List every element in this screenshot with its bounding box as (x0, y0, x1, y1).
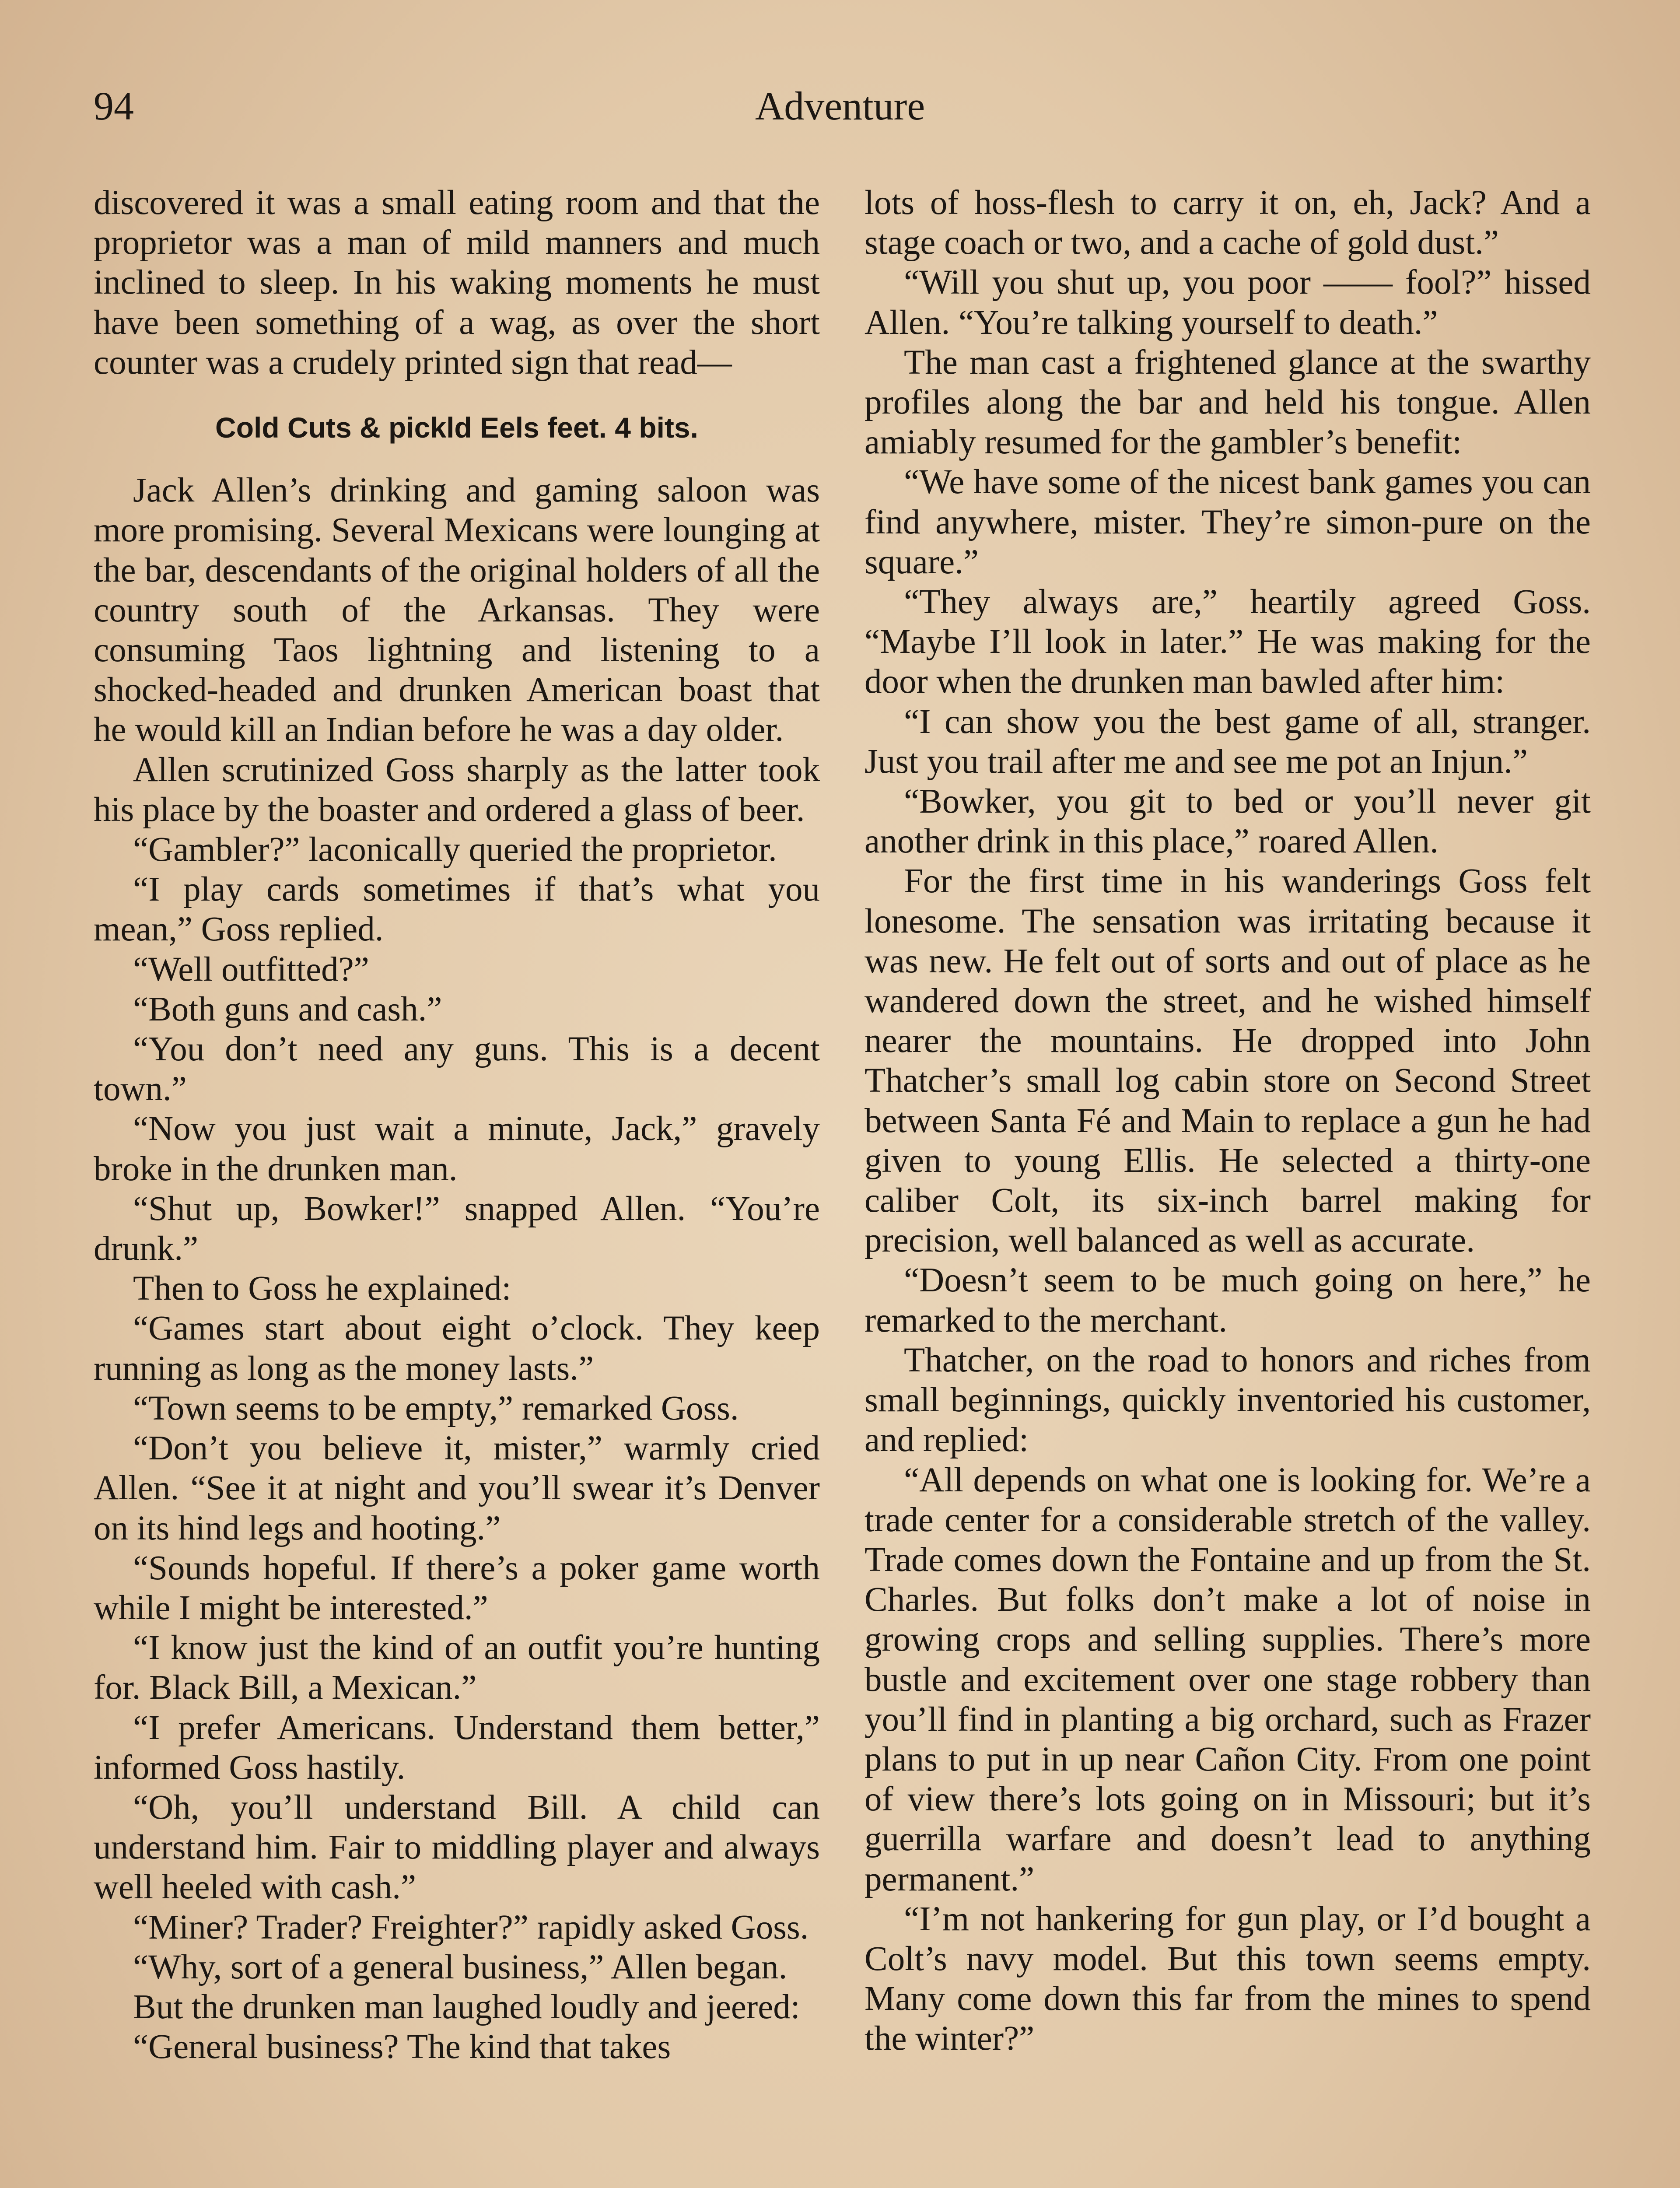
paragraph: For the first time in his wanderings Goss felt lonesome. The sensation was irritating because it was new. He felt out of sorts and out of place as he wandered down the street, and he wished himself nearer the mountains. He dropped into John Thatcher’s small log cabin store on Second Street between Santa Fé and Main to replace a gun he had given to young Ellis. He selected a thirty-one caliber Colt, its six-inch barrel making for precision, well balanced as well as accurate. (864, 862, 1591, 1260)
paragraph: “Why, sort of a general business,” Allen began. (133, 1948, 788, 1986)
paragraph: “Doesn’t seem to be much going on here,” he remarked to the merchant. (864, 1261, 1591, 1339)
paragraph: “They always are,” heartily agreed Goss. “Maybe I’ll look in later.” He was making for the door when the drunken man bawled after him: (864, 583, 1591, 701)
paragraph: “Sounds hopeful. If there’s a poker game worth while I might be interested.” (94, 1549, 820, 1627)
paragraph: “Both guns and cash.” (133, 990, 442, 1028)
paragraph: “You don’t need any guns. This is a decent town.” (94, 1030, 820, 1108)
paragraph: “General business? The kind that takes (133, 2028, 671, 2066)
paragraph: “Oh, you’ll understand Bill. A child can understand him. Fair to middling player and always well heeled with cash.” (94, 1788, 820, 1907)
paragraph: “I’m not hankering for gun play, or I’d bought a Colt’s navy model. But this town seems empty. Many come down this far from the mines to spend the winter?” (864, 1900, 1591, 2058)
paragraph: “I play cards sometimes if that’s what you mean,” Goss replied. (94, 870, 820, 949)
paragraph: Allen scrutinized Goss sharply as the latter took his place by the boaster and ordered a glass of beer. (94, 750, 820, 829)
paragraph: “Don’t you believe it, mister,” warmly cried Allen. “See it at night and you’ll swear it’s Denver on its hind legs and hooting.” (94, 1429, 820, 1547)
paragraph: Jack Allen’s drinking and gaming saloon was more promising. Several Mexicans were lounging at the bar, descendants of the original holders of all the country south of the Arkansas. They were consuming Taos lightning and listening to a shocked-headed and drunken American boast that he would kill an Indian before he was a day older. (94, 471, 820, 749)
paragraph: “Gambler?” laconically queried the proprietor. (133, 831, 777, 869)
paragraph: “All depends on what one is looking for. We’re a trade center for a considerable stretch of the valley. Trade comes down the Fontaine and up from the St. Charles. But folks don’t make a lot of noise in growing crops and selling supplies. There’s more bustle and excitement over one stage robbery than you’ll find in planting a big orchard, such as Frazer plans to put in up near Cañon City. From one point of view there’s lots going on in Missouri; but it’s guerrilla warfare and doesn’t lead to anything permanent.” (864, 1461, 1591, 1898)
running-title: Adventure (755, 84, 925, 128)
paragraph: But the drunken man laughed loudly and jeered: (133, 1988, 800, 2026)
text-column-left (94, 183, 820, 2067)
paragraph: “Miner? Trader? Freighter?” rapidly asked Goss. (133, 1908, 809, 1946)
page-number: 94 (94, 84, 134, 128)
paragraph: “Now you just wait a minute, Jack,” gravely broke in the drunken man. (94, 1110, 820, 1188)
printed-sign: Cold Cuts & pickld Eels feet. 4 bits. (215, 411, 698, 444)
paragraph: Then to Goss he explained: (133, 1269, 511, 1308)
paragraph: “Bowker, you git to bed or you’ll never git another drink in this place,” roared Allen. (864, 782, 1591, 861)
paragraph: “I prefer Americans. Understand them better,” informed Goss hastily. (94, 1708, 820, 1787)
paragraph: “We have some of the nicest bank games you can find anywhere, mister. They’re simon-pure on the square.” (864, 463, 1591, 581)
paragraph: The man cast a frightened glance at the swarthy profiles along the bar and held his tongue. Allen amiably resumed for the gambler’s benefit: (864, 343, 1591, 462)
paragraph: “I know just the kind of an outfit you’re hunting for. Black Bill, a Mexican.” (94, 1629, 820, 1707)
paragraph: “Will you shut up, you poor —— fool?” hissed Allen. “You’re talking yourself to death.” (864, 263, 1591, 342)
paragraph: lots of hoss-flesh to carry it on, eh, Jack? And a stage coach or two, and a cache of gold dust.” (864, 184, 1591, 262)
paragraph: “Shut up, Bowker!” snapped Allen. “You’re drunk.” (94, 1189, 820, 1268)
paragraph: “Town seems to be empty,” remarked Goss. (133, 1389, 739, 1427)
paragraph: “Games start about eight o’clock. They keep running as long as the money lasts.” (94, 1309, 820, 1388)
paragraph: “I can show you the best game of all, stranger. Just you trail after me and see me pot an Injun.” (864, 702, 1591, 781)
paragraph: discovered it was a small eating room and that the proprietor was a man of mild manners and much inclined to sleep. In his waking moments he must have been something of a wag, as over the short counter was a crudely printed sign that read— (94, 184, 820, 382)
paragraph: Thatcher, on the road to honors and riches from small beginnings, quickly inventoried his customer, and replied: (864, 1341, 1591, 1459)
text-column-right (864, 183, 1591, 2059)
paragraph: “Well outfitted?” (133, 950, 369, 989)
